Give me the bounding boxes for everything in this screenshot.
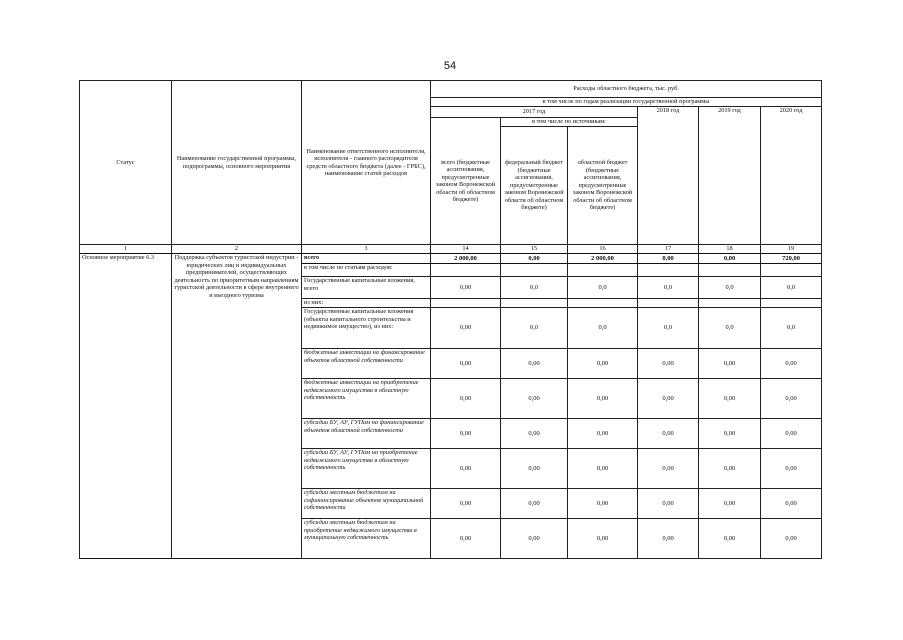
- value-cell: 0,0: [638, 308, 699, 349]
- value-cell: 0,00: [568, 489, 638, 519]
- header-regional-col: областной бюджет (бюджетные ассигнования, предусмотренные законом Воронежской области об областном бюджете): [568, 127, 638, 245]
- value-cell: 0,00: [431, 519, 501, 559]
- value-cell: [501, 264, 568, 277]
- header-year-2019: 2019 год: [699, 107, 761, 245]
- value-cell: [568, 264, 638, 277]
- value-cell: [699, 264, 761, 277]
- value-cell: 0,00: [431, 349, 501, 379]
- col-number: 18: [699, 245, 761, 254]
- value-cell: 0,00: [699, 379, 761, 419]
- value-cell: 0,00: [699, 254, 761, 264]
- header-federal-col: федеральный бюджет (бюджетные ассигнования, предусмотренные законом Воронежской области об областном бюджете): [501, 127, 568, 245]
- row-label: бюджетные инвестиции на финансирование объектов областной собственности: [302, 349, 431, 379]
- value-cell: [501, 299, 568, 308]
- value-cell: 0,00: [699, 519, 761, 559]
- header-year-2018: 2018 год: [638, 107, 699, 245]
- value-cell: 0,00: [761, 449, 822, 489]
- value-cell: 0,0: [699, 308, 761, 349]
- col-number: 19: [761, 245, 822, 254]
- row-label: бюджетные инвестиции на приобретение недвижимого имущества в областную собственность: [302, 379, 431, 419]
- program-cell: Поддержка субъектов туристской индустрии - юридических лиц и индивидуальных предпринимателей, осуществляющих деятельность по приоритетным направлениям туристской деятельности в сфере внутреннего и въездного туризма: [172, 254, 302, 559]
- value-cell: 0,00: [638, 379, 699, 419]
- value-cell: 0,0: [501, 277, 568, 299]
- header-by-years: в том числе по годам реализации государственной программы: [431, 98, 822, 107]
- column-numbers-row: [80, 245, 822, 254]
- col-number: 16: [568, 245, 638, 254]
- value-cell: 0,00: [761, 379, 822, 419]
- value-cell: 0,00: [431, 277, 501, 299]
- value-cell: 0,00: [568, 519, 638, 559]
- row-label: субсидии местным бюджетам на софинансирование объектов муниципальной собственности: [302, 489, 431, 519]
- header-total-col: всего (бюджетные ассигнования, предусмотренные законом Воронежской области об областном бюджете): [431, 118, 501, 245]
- value-cell: 0,00: [501, 419, 568, 449]
- value-cell: 0,00: [761, 519, 822, 559]
- header-program-name: Наименование государственной программы, подпрограммы, основного мероприятия: [172, 81, 302, 245]
- value-cell: 0,00: [501, 489, 568, 519]
- value-cell: 0,0: [568, 308, 638, 349]
- table-row: [80, 254, 822, 264]
- value-cell: 0,00: [431, 489, 501, 519]
- col-number: 15: [501, 245, 568, 254]
- value-cell: 0,00: [638, 519, 699, 559]
- value-cell: 720,00: [761, 254, 822, 264]
- value-cell: [699, 299, 761, 308]
- header-expenses-title: Расходы областного бюджета, тыс. руб.: [431, 81, 822, 98]
- row-label: субсидии БУ, АУ, ГУПам на приобретение недвижимого имущества в областную собственность: [302, 449, 431, 489]
- value-cell: [761, 299, 822, 308]
- value-cell: 0,00: [761, 349, 822, 379]
- value-cell: 0,0: [761, 308, 822, 349]
- row-label: Государственные капитальные вложения (объекты капитального строительства и недвижимое имущество), из них:: [302, 308, 431, 349]
- value-cell: 0,00: [568, 349, 638, 379]
- value-cell: 0,00: [638, 349, 699, 379]
- value-cell: 0,0: [501, 308, 568, 349]
- value-cell: 0,00: [431, 308, 501, 349]
- value-cell: 0,00: [638, 489, 699, 519]
- value-cell: [638, 299, 699, 308]
- value-cell: 0,00: [501, 449, 568, 489]
- col-number: 14: [431, 245, 501, 254]
- value-cell: [568, 299, 638, 308]
- header-status: Статус: [80, 81, 172, 245]
- value-cell: 0,00: [699, 349, 761, 379]
- page-number: 54: [443, 60, 457, 72]
- row-label: субсидии БУ, АУ, ГУПам на финансирование объектов областной собственности: [302, 419, 431, 449]
- row-label: из них:: [302, 299, 431, 308]
- value-cell: 0,00: [431, 419, 501, 449]
- col-number: 2: [172, 245, 302, 254]
- value-cell: 2 000,00: [431, 254, 501, 264]
- value-cell: 0,00: [761, 419, 822, 449]
- value-cell: 0,00: [501, 519, 568, 559]
- value-cell: 0,00: [568, 449, 638, 489]
- value-cell: 0,0: [761, 277, 822, 299]
- value-cell: 0,00: [699, 419, 761, 449]
- value-cell: 0,00: [699, 449, 761, 489]
- value-cell: 0,0: [568, 277, 638, 299]
- value-cell: 0,00: [761, 489, 822, 519]
- row-label: всего: [302, 254, 431, 264]
- value-cell: 0,00: [568, 419, 638, 449]
- value-cell: [761, 264, 822, 277]
- value-cell: 0,00: [638, 254, 699, 264]
- value-cell: [431, 264, 501, 277]
- value-cell: 0,00: [501, 349, 568, 379]
- value-cell: 0,00: [638, 449, 699, 489]
- budget-table: [79, 80, 822, 559]
- col-number: 1: [80, 245, 172, 254]
- row-label: в том числе по статьям расходов:: [302, 264, 431, 277]
- value-cell: 0,0: [638, 277, 699, 299]
- header-by-sources: в том числе по источникам:: [501, 118, 638, 127]
- value-cell: 2 000,00: [568, 254, 638, 264]
- row-label: Государственные капитальные вложения, всего: [302, 277, 431, 299]
- value-cell: [431, 299, 501, 308]
- col-number: 3: [302, 245, 431, 254]
- value-cell: 0,00: [568, 379, 638, 419]
- status-cell: Основное мероприятие 6.3: [80, 254, 172, 559]
- value-cell: 0,00: [501, 254, 568, 264]
- value-cell: 0,00: [431, 449, 501, 489]
- value-cell: 0,00: [699, 489, 761, 519]
- value-cell: 0,00: [638, 419, 699, 449]
- header-year-2017: 2017 год: [431, 107, 638, 118]
- budget-table-container: [79, 80, 821, 559]
- row-label: субсидии местным бюджетам на приобретение недвижимого имущества в муниципальную собственность: [302, 519, 431, 559]
- value-cell: 0,0: [699, 277, 761, 299]
- header-executor-name: Наименование ответственного исполнителя, исполнителя - главного распорядителя средств областного бюджета (далее - ГРБС), наименование статей расходов: [302, 81, 431, 245]
- col-number: 17: [638, 245, 699, 254]
- header-year-2020: 2020 год: [761, 107, 822, 245]
- value-cell: 0,00: [501, 379, 568, 419]
- value-cell: [638, 264, 699, 277]
- value-cell: 0,00: [431, 379, 501, 419]
